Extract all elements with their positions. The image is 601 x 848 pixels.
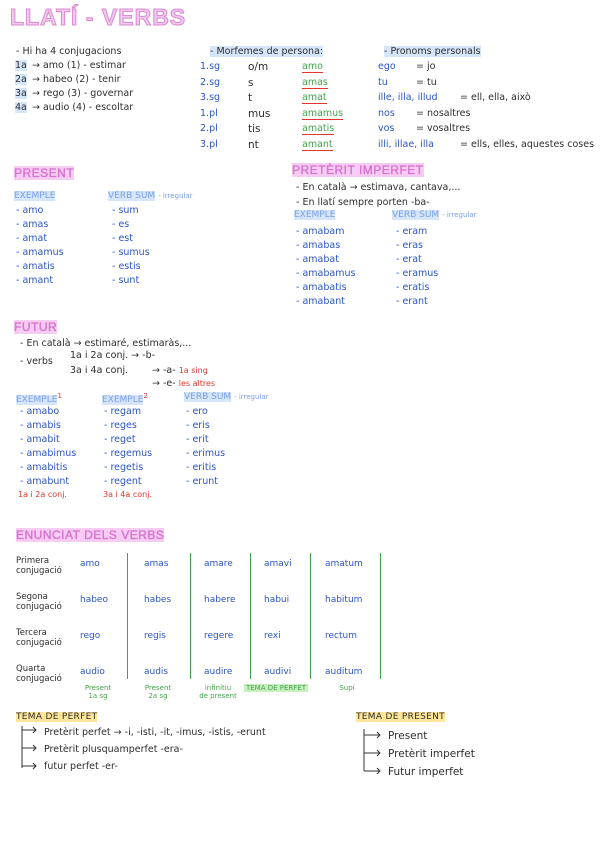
enunciat-heading [16,528,164,542]
present-sum-form-text: es [118,219,130,230]
present-heading [14,166,74,180]
futur-sum-label [184,392,269,402]
imperfet-example-form: - amabatis [296,282,347,293]
imperfet-heading-text: PRETÈRIT IMPERFET [292,163,424,177]
enunciat-footer-label [133,684,183,700]
morfeme-example-text: amatis [302,123,335,134]
futur-conj-34: 3a i 4a conj. [70,365,129,376]
enunciat-cell: habes [144,595,172,605]
morfeme-example-text: amat [302,92,327,103]
enunciat-cell: audio [80,667,105,677]
present-example-form: - amo [16,205,44,216]
futur-e-note: les altres [178,379,216,388]
imperfet-example-form-text: amabamus [302,268,356,279]
futur-example-1-form: - amabunt [20,476,70,487]
enunciat-cell: rexi [264,631,281,641]
present-example-form-text: amat [22,233,48,244]
futur-sum-form-text: erit [192,434,209,445]
imperfet-irregular: - irregular [442,211,477,219]
futur-sum-form: - eris [186,420,210,431]
title-dash: - [78,4,102,30]
present-sum-form: - est [112,233,133,244]
futur-example-2-form-text: regent [110,476,142,487]
futur-example-2-form-text: reges [110,420,137,431]
present-example-form: - amatis [16,261,55,272]
enunciat-footer-line-1: infinitiu [204,684,232,692]
tema-perfet-heading [16,712,97,722]
conjugation-label-2: conjugació [16,674,62,684]
morfeme-example-text: amant [302,138,333,150]
present-sum-form: - sumus [112,247,150,258]
intro-conj-text: → amo (1) - estimar [32,60,126,71]
table-divider-3 [250,553,251,679]
imperfet-example-form: - amabat [296,254,339,265]
present-sum-form-text: sunt [118,275,140,286]
conjugation-label-1: Quarta [16,664,46,674]
tema-present-item-3: Futur imperfet [388,766,464,778]
futur-e-rule: → -e- les altres [152,378,216,389]
morfeme-example [302,108,343,119]
conjugation-label-2: conjugació [16,566,62,576]
futur-sum-form-text: erimus [192,448,226,459]
morfeme-ending: s [248,76,254,89]
morfeme-example [302,77,328,88]
morfeme-person: 3.sg [200,92,221,103]
morfeme-ending: tis [248,123,261,135]
imperfet-example-form-text: amabant [302,296,345,307]
conjugation-label-1: Tercera [16,628,47,638]
enunciat-cell: habui [264,595,290,605]
futur-sum-form-text: eris [192,420,210,431]
pronom-catalan: = ells, elles, aquestes coses [460,138,595,150]
page-title [10,4,186,31]
futur-irregular: - irregular [234,393,269,401]
futur-sum-form: - erunt [186,476,218,487]
pronom-latin: vos [378,123,395,134]
futur-note-ex1: 1a i 2a conj. [18,490,67,499]
enunciat-footer-line-2: de present [199,692,237,700]
present-example-form-text: amatis [22,261,55,272]
tema-present-heading [356,712,445,722]
present-example-form-text: amo [22,205,44,216]
enunciat-cell: regere [204,631,234,641]
futur-example-1-label-text: EXEMPLE [16,395,58,405]
morfeme-example-text: amamus [302,107,344,119]
enunciat-cell: habitum [325,595,363,605]
enunciat-footer-line-1: Present [84,684,112,692]
pronoms-heading-text: - Pronoms personals [384,46,481,57]
present-example-form: - amamus [16,247,64,258]
futur-a-rule: → -a- 1a sing [152,365,208,376]
intro-conj-number [15,74,27,85]
futur-example-1-form: - amabis [20,420,61,431]
intro-heading: - Hi ha 4 conjugacions [16,46,122,57]
imperfet-note-1: - En català → estimava, cantava,... [296,182,461,193]
enunciat-cell: habere [204,595,236,605]
imperfet-sum-form-text: eramus [402,268,439,279]
imperfet-sum-form-text: erant [402,296,428,307]
intro-conj-number [15,60,27,71]
present-sum-form-text: sum [118,205,139,216]
futur-example-1-num: 1 [57,392,62,400]
morfeme-person: 2.sg [200,76,221,88]
morfeme-example-text: amo [302,61,323,72]
futur-b-rule: 1a i 2a conj. → -b- [70,350,156,361]
imperfet-example-form: - amabam [296,226,345,237]
present-example-form: - amat [16,233,48,244]
futur-sum-form-text: eritis [192,462,217,473]
present-sum-form: - estis [112,261,141,272]
table-divider-4 [310,553,311,679]
title-part-2: VERBS [101,4,187,30]
pronom-catalan: = jo [416,61,436,72]
intro-conj-number-text: 2a [15,74,27,85]
futur-example-2-label-text: EXEMPLE [102,395,144,405]
futur-e-marker: -e- [162,378,176,389]
imperfet-sum-form-text: eratis [402,282,430,293]
imperfet-sum-form: - erant [396,296,428,307]
enunciat-footer-label [322,684,372,692]
futur-a-marker: -a- [162,365,176,376]
imperfet-example-form: - amabant [296,296,345,307]
table-divider-1 [127,553,128,679]
intro-conj-text: → rego (3) - governar [32,88,134,99]
morfeme-person: 1.pl [200,107,218,119]
present-example-label-text: EXEMPLE [14,191,56,201]
imperfet-example-label-text: EXEMPLE [294,210,336,220]
present-example-label [14,191,55,201]
imperfet-sum-form-text: eras [402,240,423,251]
enunciat-cell: amas [144,559,169,569]
futur-sum-label-text: VERB SUM [184,392,232,402]
morfeme-ending: o/m [248,61,269,73]
futur-example-1-form-text: amabimus [26,448,77,459]
intro-conj-text: → audio (4) - escoltar [32,102,134,113]
futur-verbs: - verbs [20,356,53,367]
tema-perfet-item-3: futur perfet -er- [44,761,118,772]
conjugation-label-2: conjugació [16,638,62,648]
imperfet-sum-label-text: VERB SUM [392,210,440,220]
conjugation-label-1: Segona [16,592,48,602]
futur-example-2-form-text: regemus [110,448,153,459]
present-heading-text: PRESENT [14,166,75,180]
futur-example-1-form: - amabitis [20,462,68,473]
enunciat-cell: rego [80,631,101,641]
present-sum-form-text: sumus [118,247,150,258]
morfeme-example [302,123,334,134]
morfeme-ending: nt [248,138,259,151]
tema-perfet-bracket-icon [18,724,40,774]
intro-conj-number-text: 3a [15,88,27,99]
morfeme-ending: t [248,92,253,104]
present-example-form-text: amamus [22,247,64,258]
morfemes-heading [210,46,323,57]
intro-conj-number-text: 4a [15,102,27,113]
pronoms-heading [384,46,481,57]
present-sum-label-text: VERB SUM [108,191,156,201]
enunciat-cell: amatum [325,559,363,569]
futur-sum-form-text: ero [192,406,208,417]
enunciat-cell: audivi [264,667,292,677]
present-sum-form: - sum [112,205,139,216]
imperfet-sum-form: - eratis [396,282,430,293]
enunciat-heading-text: ENUNCIAT DELS VERBS [16,528,165,542]
futur-example-2-form: - regam [104,406,142,417]
pronom-latin: nos [378,107,395,119]
futur-example-2-form-text: regetis [110,462,144,473]
futur-note-ex2: 3a i 4a conj. [103,490,152,499]
imperfet-sum-form-text: eram [402,226,428,237]
intro-conj-text: → habeo (2) - tenir [32,74,121,85]
present-sum-form: - sunt [112,275,140,286]
morfeme-person: 1.sg [200,61,221,72]
imperfet-heading [292,163,424,177]
intro-conj-number-text: 1a [15,60,27,71]
futur-example-1-label [16,392,62,405]
tema-present-item-1: Present [388,730,428,742]
enunciat-footer-line-2: 2a sg [148,692,168,700]
tema-present-item-2: Pretèrit imperfet [388,748,475,760]
imperfet-example-form: - amabas [296,240,341,251]
enunciat-footer-line-2: 1a sg [88,692,108,700]
futur-example-1-form-text: amabis [26,420,61,431]
enunciat-cell: amo [80,559,100,569]
conjugation-label-2: conjugació [16,602,62,612]
futur-example-1-form-text: amabit [26,434,60,445]
tema-present-heading-text: TEMA DE PRESENT [356,712,445,722]
present-sum-form-text: est [118,233,133,244]
imperfet-example-form-text: amabam [302,226,345,237]
morfemes-heading-text: - Morfemes de persona: [210,46,324,57]
futur-example-2-form: - regent [104,476,142,487]
futur-sum-form: - ero [186,406,208,417]
imperfet-note-2: - En llatí sempre porten -ba- [296,197,430,208]
futur-sum-form-text: erunt [192,476,218,487]
futur-example-2-form: - regemus [104,448,153,459]
imperfet-example-form-text: amabat [302,254,339,265]
morfeme-example [302,139,333,150]
pronom-catalan: = tu [416,76,437,88]
futur-heading [14,320,57,334]
futur-example-1-form: - amabit [20,434,60,445]
morfeme-example [302,61,323,72]
futur-example-2-form-text: regam [110,406,142,417]
present-example-form: - amas [16,219,49,230]
enunciat-footer-line-1: Supí [339,684,355,692]
enunciat-cell: audire [204,667,233,677]
morfeme-example [302,92,327,103]
present-example-form-text: amant [22,275,54,286]
intro-conj-number [15,102,27,113]
imperfet-sum-form-text: erat [402,254,422,265]
imperfet-example-label [294,210,335,220]
enunciat-footer-label [244,684,308,692]
tema-perfet-heading-text: TEMA DE PERFET [16,712,98,722]
morfeme-person: 3.pl [200,138,218,150]
present-sum-form-text: estis [118,261,141,272]
conjugation-label-1: Primera [16,556,50,566]
imperfet-sum-form: - erat [396,254,422,265]
pronom-latin: ille, illa, illud [378,92,438,103]
present-sum-label [108,191,193,201]
imperfet-example-form-text: amabatis [302,282,347,293]
futur-example-2-form-text: reget [110,434,136,445]
intro-conj-number [15,88,27,99]
enunciat-cell: amare [204,559,233,569]
morfeme-ending: mus [248,107,271,120]
enunciat-cell: habeo [80,595,108,605]
imperfet-sum-label [392,210,477,220]
futur-example-2-label [102,392,148,405]
enunciat-cell: amavi [264,559,292,569]
tema-perfet-item-2: Pretèrit plusquamperfet -era- [44,744,183,755]
pronom-latin: illi, illae, illa [378,138,434,150]
enunciat-cell: auditum [325,667,363,677]
futur-example-2-form: - regetis [104,462,144,473]
imperfet-sum-form: - eras [396,240,423,251]
morfeme-person: 2.pl [200,123,218,134]
futur-example-2-form: - reget [104,434,136,445]
futur-example-1-form-text: amabunt [26,476,70,487]
pronom-latin: ego [378,61,396,72]
present-sum-form: - es [112,219,130,230]
enunciat-footer-line-1: Present [144,684,172,692]
imperfet-sum-form: - eramus [396,268,439,279]
futur-sum-form: - eritis [186,462,217,473]
enunciat-cell: audis [144,667,169,677]
futur-example-2-form: - reges [104,420,137,431]
futur-example-1-form: - amabo [20,406,60,417]
pronom-catalan: = ell, ella, això [460,92,531,103]
present-example-form: - amant [16,275,54,286]
futur-heading-text: FUTUR [14,320,58,334]
present-irregular: - irregular [158,192,193,200]
imperfet-example-form: - amabamus [296,268,356,279]
enunciat-footer-label [193,684,243,700]
futur-example-1-form-text: amabo [26,406,60,417]
present-example-form-text: amas [22,219,49,230]
futur-example-1-form: - amabimus [20,448,77,459]
futur-sum-form: - erit [186,434,209,445]
futur-note-1: - En català → estimaré, estimaràs,... [20,338,192,349]
enunciat-cell: regis [144,631,166,641]
futur-example-2-num: 2 [143,392,148,400]
title-part-1: LLATÍ [10,4,79,30]
table-divider-5 [380,553,381,679]
pronom-catalan: = vosaltres [416,123,471,134]
futur-sum-form: - erimus [186,448,226,459]
table-divider-2 [190,553,191,679]
enunciat-footer-label [73,684,123,700]
tema-present-bracket-icon [360,727,386,777]
futur-example-1-form-text: amabitis [26,462,68,473]
morfeme-example-text: amas [302,76,328,88]
futur-a-note: 1a sing [178,366,208,375]
tema-perfet-item-1: Pretèrit perfet → -i, -isti, -it, -imus, -istis, -erunt [44,727,266,738]
imperfet-example-form-text: amabas [302,240,341,251]
imperfet-sum-form: - eram [396,226,428,237]
pronom-catalan: = nosaltres [416,107,471,119]
pronom-latin: tu [378,76,388,88]
enunciat-cell: rectum [325,631,357,641]
enunciat-footer-line-1: TEMA DE PERFET [245,684,307,692]
